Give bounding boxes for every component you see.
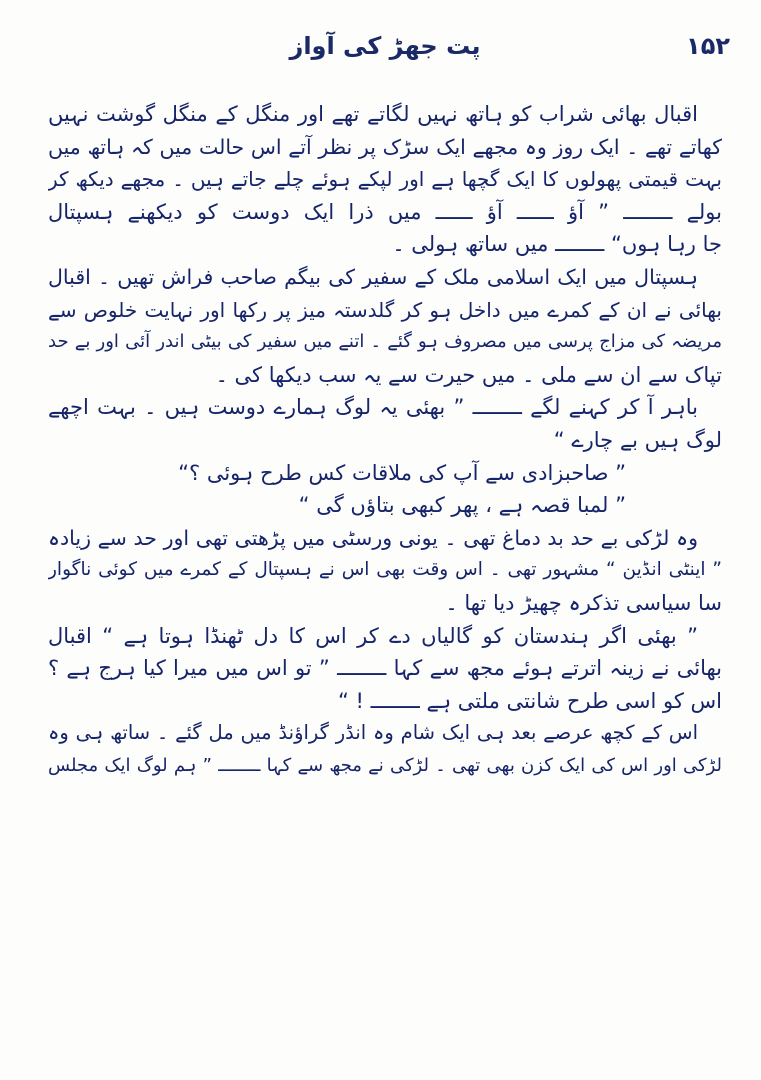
text-line: سا سیاسی تذکرہ چھیڑ دیا تھا ۔ (445, 590, 722, 615)
page-header (40, 28, 730, 78)
text-line: ” اینٹی انڈین “ مشہور تھی ۔ اس وقت بھی اس نے ہسپتال کے کمرے میں کوئی ناگوار (48, 559, 722, 581)
text-line: لوگ ہیں بے چارے “ (553, 427, 722, 452)
text-line: کھاتے تھے ۔ ایک روز وہ مجھے ایک سڑک پر نظر آتے اس حالت میں کہ ہاتھ میں (48, 134, 722, 159)
text-line: جا رہا ہوں“ ــــــــ میں ساتھ ہولی ۔ (392, 232, 722, 257)
text-line: مریضہ کی مزاج پرسی میں مصروف ہو گئے ۔ اتنے میں سفیر کی بیٹی اندر آئی اور بے حد (48, 331, 722, 353)
page-number: ۱۵۲ (686, 32, 730, 60)
text-line: باہر آ کر کہنے لگے ــــــــ ” بھئی یہ لوگ ہمارے دوست ہیں ۔ بہت اچھے (48, 395, 698, 420)
text-line: اس کو اسی طرح شانتی ملتی ہے ــــــــ ! “ (337, 688, 722, 713)
text-line: بھائی نے ان کے کمرے میں داخل ہو کر گلدستہ میز پر رکھا اور نہایت خلوص سے (48, 297, 722, 322)
text-line: بھائی نے زینہ اترتے ہوئے مجھ سے کہا ــــــــ ” تو اس میں میرا کیا ہرج ہے ؟ (48, 656, 722, 681)
text-line: وہ لڑکی بے حد بد دماغ تھی ۔ یونی ورسٹی میں پڑھتی تھی اور حد سے زیادہ (48, 525, 698, 550)
text-line: ” لمبا قصہ ہے ، پھر کبھی بتاؤں گی “ (298, 493, 626, 518)
text-line: لڑکی اور اس کی ایک کزن بھی تھی ۔ لڑکی نے مجھ سے کہا ــــــــ ” ہم لوگ ایک مجلس (48, 754, 722, 776)
text-line: ہسپتال میں ایک اسلامی ملک کے سفیر کی بیگم صاحب فراش تھیں ۔ اقبال (48, 264, 698, 289)
text-line: بہت قیمتی پھولوں کا ایک گچھا ہے اور لپکے ہوئے چلے جاتے ہیں ۔ مجھے دیکھ کر (48, 167, 722, 192)
text-line: بولے ــــــــ ” آؤ ــــــ آؤ ــــــ میں ذرا ایک دوست کو دیکھنے ہسپتال (48, 199, 722, 224)
text-line: اس کے کچھ عرصے بعد ہی ایک شام وہ انڈر گراؤنڈ میں مل گئے ۔ ساتھ ہی وہ (48, 721, 698, 745)
body-text (48, 98, 722, 1058)
text-line: تپاک سے ان سے ملی ۔ میں حیرت سے یہ سب دیکھا کی ۔ (215, 362, 722, 387)
text-line: ” بھئی اگر ہندستان کو گالیاں دے کر اس کا دل ٹھنڈا ہوتا ہے “ اقبال (48, 623, 698, 648)
text-line: اقبال بھائی شراب کو ہاتھ نہیں لگاتے تھے اور منگل کے منگل گوشت نہیں (48, 102, 698, 126)
running-title: پت جھڑ کی آواز (289, 32, 481, 60)
text-line: ” صاحبزادی سے آپ کی ملاقات کس طرح ہوئی ؟“ (178, 460, 626, 485)
